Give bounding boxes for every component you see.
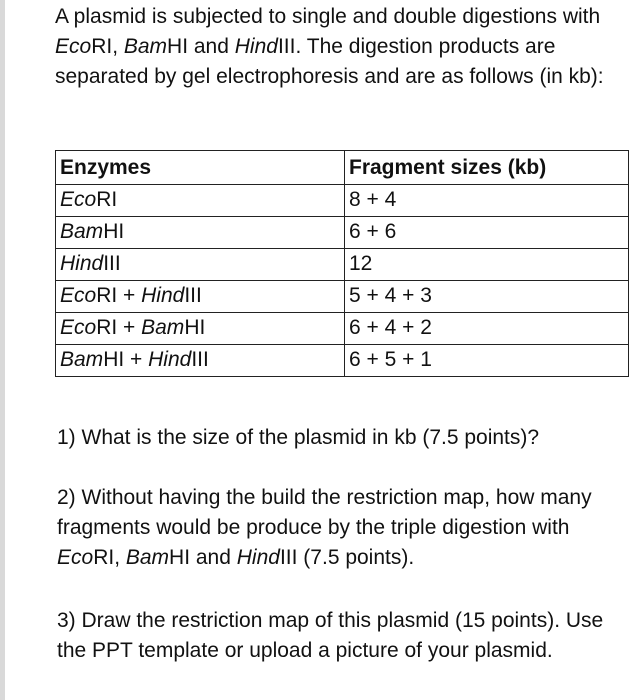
question-1: 1) What is the size of the plasmid in kb (7.5 points)?: [57, 426, 540, 449]
question-2: 2) Without having the build the restriction map, how many fragments would be produce by the triple digestion with EcoRI, BamHI and HindIII (7.5 points).: [57, 486, 592, 569]
table-row: [56, 313, 629, 345]
enzyme-cell: EcoRI + BamHI: [56, 313, 345, 345]
header-fragment-sizes: Fragment sizes (kb): [345, 151, 629, 185]
enzyme-cell: EcoRI + HindIII: [56, 281, 345, 313]
fragment-sizes-cell: 5 + 4 + 3: [345, 281, 629, 313]
table-row: [56, 281, 629, 313]
table-row: [56, 249, 629, 281]
enzyme-cell: EcoRI: [56, 185, 345, 217]
intro-paragraph: A plasmid is subjected to single and double digestions with EcoRI, BamHI and HindIII. The digestion products are separated by gel electrophoresis and are as follows (in kb):: [55, 5, 604, 88]
fragment-sizes-cell: 12: [345, 249, 629, 281]
enzyme-cell: BamHI: [56, 217, 345, 249]
digestion-table: [55, 150, 629, 377]
question-3: 3) Draw the restriction map of this plasmid (15 points). Use the PPT template or upload a picture of your plasmid.: [57, 609, 604, 662]
fragment-sizes-cell: 6 + 6: [345, 217, 629, 249]
enzyme-cell: BamHI + HindIII: [56, 345, 345, 377]
enzyme-cell: HindIII: [56, 249, 345, 281]
table-row: [56, 217, 629, 249]
table-row: [56, 185, 629, 217]
fragment-sizes-cell: 6 + 5 + 1: [345, 345, 629, 377]
fragment-sizes-cell: 6 + 4 + 2: [345, 313, 629, 345]
table-header-row: [56, 151, 629, 185]
header-enzymes: Enzymes: [56, 151, 345, 185]
fragment-sizes-cell: 8 + 4: [345, 185, 629, 217]
table-row: [56, 345, 629, 377]
left-border-bar: [0, 0, 5, 700]
